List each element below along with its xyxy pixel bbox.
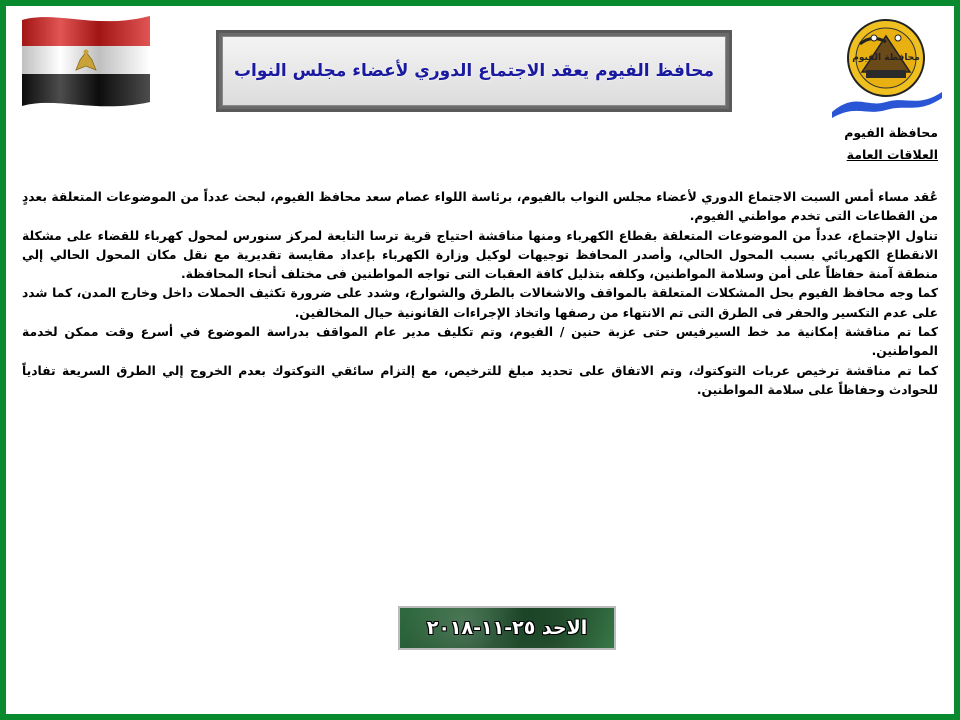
logo-text: محافظة الفيوم [852,53,920,63]
department-line2: العلاقات العامة [846,147,938,162]
article-body [22,188,938,400]
department-header [844,122,938,166]
article-paragraph: كما تم مناقشة إمكانية مد خط السيرفيس حتى عزبة حنين / الفيوم، وتم تكليف مدير عام المواقف بدراسة الموضوع في أسرع وقت ممكن لخدمة المواطنين. [22,325,938,359]
date-banner [398,606,616,650]
title-box [216,30,732,112]
fayoum-governorate-logo-icon [826,12,944,120]
slide-page [6,6,954,714]
article-paragraph: كما تم مناقشة ترخيص عربات التوكتوك، وتم الاتفاق على تحديد مبلغ للترخيص، مع إلتزام سائقي التوكتوك بعدم الخروج إلي الطرق السريعة تفادياً للحوادث وحفاظاً على سلامة المواطنين. [22,363,938,397]
article-paragraph: تناول الإجتماع، عدداً من الموضوعات المتعلقة بقطاع الكهرباء ومنها مناقشة احتياج قرية ترسا التابعة لمركز سنورس لمحول كهرباء للقضاء على مشكلة الانقطاع الكهربائي بسبب المحول الحالي، وأصدر المحافظ توجيهات لوكيل وزارة الكهرباء بإعداد مقايسة تقديرية مع نقل مكان المحول الحالي إلي منطقة آمنة حفاظاً على أمن وسلامة المواطنين، وكلفه بتذليل كافة العقبات التى تواجه المواطنين فى مختلف أنحاء المحافظة. [22,228,938,282]
article-paragraph: كما وجه محافظ الفيوم بحل المشكلات المتعلقة بالمواقف والاشغالات بالطرق والشوارع، وشدد على ضرورة تكثيف الحملات داخل وخارج المدن، كما شدد على عدم التكسير والحفر فى الطرق التى تم الانتهاء من رصفها واتخاذ الإجراءات القانونية حيال المخالفين. [22,286,938,320]
article-paragraph: عُقد مساء أمس السبت الاجتماع الدوري لأعضاء مجلس النواب بالفيوم، برئاسة اللواء عصام سعد محافظ الفيوم، لبحث عدداً من الموضوعات المتعلقة بعددٍ من القطاعات التى تخدم مواطني الفيوم. [22,190,938,224]
title-inner [222,36,726,106]
department-line1: محافظة الفيوم [844,125,938,140]
egypt-flag-icon [16,10,156,110]
page-title: محافظ الفيوم يعقد الاجتماع الدوري لأعضاء مجلس النواب [233,61,715,81]
date-text: الاحد ٢٥-١١-٢٠١٨ [426,617,588,639]
